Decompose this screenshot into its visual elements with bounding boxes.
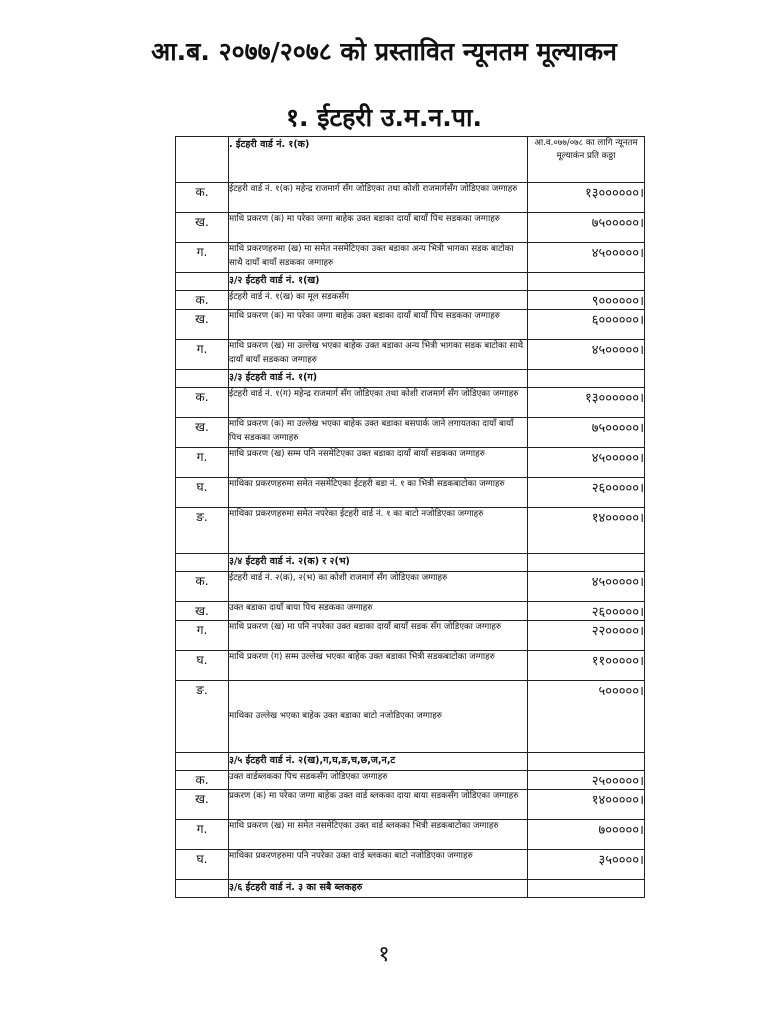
- item-description: माथि प्रकरण (ख) मा उल्लेख भएका बाहेक उक्त बडाका अन्य भित्री भागका सडक बाटोका साथै दायाँ बायाँ सडकका जग्गाहरु: [229, 340, 528, 370]
- item-amount: २६०००००।: [528, 478, 645, 508]
- item-description: माथिका प्रकरणहरुमा समेत नसमेटिएका ईटहरी बडा नं. १ का भित्री सडकबाटोका जग्गाहरु: [229, 478, 528, 508]
- section-heading: ३/६ ईटहरी वार्ड नं. ३ का सबै ब्लकहरु: [229, 880, 528, 898]
- item-code: ङ.: [176, 508, 229, 554]
- table-row: [176, 213, 645, 243]
- table-row: [176, 418, 645, 448]
- item-amount: १४०००००।: [528, 508, 645, 554]
- item-amount: ११०००००।: [528, 651, 645, 681]
- item-description: माथिका प्रकरणहरुमा समेत नपरेका ईटहरी वार्ड नं. १ का बाटो नजोडिएका जग्गाहरु: [229, 508, 528, 554]
- item-description: माथि प्रकरणहरुमा (ख) मा समेत नसमेटिएका उक्त बडाका अन्य भित्री भागका सडक बाटोका साथै दायाँ बायाँ सडकका जग्गाहरु: [229, 243, 528, 273]
- table-row: [176, 310, 645, 340]
- table-row: [176, 478, 645, 508]
- section-code-cell: [176, 273, 229, 291]
- item-code: ग.: [176, 448, 229, 478]
- item-description: माथि प्रकरण (क) मा परेका जग्गा बाहेक उक्त बडाका दायाँ बायाँ पिच सडकका जग्गाहरु: [229, 213, 528, 243]
- item-code: ग.: [176, 340, 229, 370]
- item-amount: ९००००००।: [528, 291, 645, 310]
- table-row: [176, 291, 645, 310]
- item-amount: ४५०००००।: [528, 340, 645, 370]
- item-code: क.: [176, 572, 229, 602]
- section-code-cell: [176, 880, 229, 898]
- table-row: [176, 850, 645, 880]
- table-row: [176, 651, 645, 681]
- item-description: माथिका प्रकरणहरुमा पनि नपरेका उक्त वार्ड ब्लकका बाटो नजोडिएका जग्गाहरु: [229, 850, 528, 880]
- item-code: ख.: [176, 790, 229, 820]
- section-code-cell: [176, 753, 229, 771]
- item-description: प्रकरण (क) मा परेका जग्गा बाहेक उक्त वार्ड ब्लकका दाया बाया सडकसँग जोडिएका जग्गाहरु: [229, 790, 528, 820]
- item-description: माथि प्रकरण (ख) सम्म पनि नसमेटिएका उक्त बडाका दायाँ बायाँ सडकका जग्गाहरु: [229, 448, 528, 478]
- item-code: घ.: [176, 478, 229, 508]
- valuation-table-body: [176, 137, 645, 898]
- table-row: [176, 388, 645, 418]
- item-amount: ३५००००।: [528, 850, 645, 880]
- section-row: [176, 273, 645, 291]
- item-description: ईटहरी वार्ड नं. १(ख) का मूल सडकसँग: [229, 291, 528, 310]
- section-row: [176, 880, 645, 898]
- section-value-cell: [528, 370, 645, 388]
- section-heading: ३/५ ईटहरी वार्ड नं. २(ख),ग,घ,ङ,च,छ,ज,न,ट: [229, 753, 528, 771]
- section-value-cell: [528, 554, 645, 572]
- item-code: क.: [176, 771, 229, 790]
- item-amount: १३००००००।: [528, 183, 645, 213]
- item-description: माथि प्रकरण (ख) मा पनि नपरेका उक्त बडाका दायाँ बायाँ सडक सँग जोडिएका जग्गाहरु: [229, 621, 528, 651]
- item-description: ईटहरी वार्ड नं. १(ग) महेन्द्र राजमार्ग सँग जोडिएका तथा कोशी राजमार्ग सँग जोडिएका जग्गाहरु: [229, 388, 528, 418]
- item-description: उक्त वार्डब्लकका पिच सडकसँग जोडिएका जग्गाहरु: [229, 771, 528, 790]
- item-description: उक्त बडाका दायाँ बाया पिच सडकका जग्गाहरु: [229, 602, 528, 621]
- item-amount: ६००००००।: [528, 310, 645, 340]
- item-amount: ७०००००।: [528, 820, 645, 850]
- section-code-cell: [176, 554, 229, 572]
- table-row: [176, 508, 645, 554]
- item-code: क.: [176, 291, 229, 310]
- item-code: ख.: [176, 602, 229, 621]
- table-row: [176, 448, 645, 478]
- item-amount: ७५०००००।: [528, 418, 645, 448]
- table-row: [176, 820, 645, 850]
- table-row: [176, 183, 645, 213]
- item-code: ग.: [176, 820, 229, 850]
- item-amount: ४५०००००।: [528, 448, 645, 478]
- header-code-cell: [176, 137, 229, 183]
- item-amount: ७५०००००।: [528, 213, 645, 243]
- item-description: माथि प्रकरण (क) मा परेका जग्गा बाहेक उक्त बडाका दायाँ बायाँ पिच सडकका जग्गाहरु: [229, 310, 528, 340]
- item-code: क.: [176, 183, 229, 213]
- item-code: ग.: [176, 621, 229, 651]
- table-row: [176, 790, 645, 820]
- section-value-cell: [528, 273, 645, 291]
- item-code: क.: [176, 388, 229, 418]
- item-description: माथिका उल्लेख भएका बाहेक उक्त बडाका बाटो नजोडिएका जग्गाहरु: [229, 681, 528, 753]
- section-value-cell: [528, 753, 645, 771]
- page-subtitle: १. ईटहरी उ.म.न.पा.: [286, 103, 482, 132]
- item-amount: २२०००००।: [528, 621, 645, 651]
- header-value-label: आ.व.०७७/०७८ का लागि न्यूनतम मूल्याकंन प्रति कठ्ठा: [528, 137, 645, 183]
- table-row: [176, 340, 645, 370]
- item-code: ख.: [176, 310, 229, 340]
- table-row: [176, 771, 645, 790]
- table-row: [176, 621, 645, 651]
- item-description: ईटहरी वार्ड नं. १(क) महेन्द्र राजमार्ग सँग जोडिएका तथा कोशी राजमार्गसँग जोडिएका जग्गाहरु: [229, 183, 528, 213]
- table-row: [176, 572, 645, 602]
- section-row: [176, 370, 645, 388]
- page-title: आ.ब. २०७७/२०७८ को प्रस्तावित न्यूनतम मूल्याकन: [151, 37, 617, 66]
- item-amount: ४५०००००।: [528, 243, 645, 273]
- item-amount: ४५०००००।: [528, 572, 645, 602]
- item-amount: २५०००००।: [528, 771, 645, 790]
- item-amount: १४०००००।: [528, 790, 645, 820]
- section-heading: ३/४ ईटहरी वार्ड नं. २(क) र २(भ): [229, 554, 528, 572]
- section-code-cell: [176, 370, 229, 388]
- item-amount: ५०००००।: [528, 681, 645, 753]
- item-code: ङ.: [176, 681, 229, 753]
- page-number: १: [378, 942, 390, 967]
- item-description: माथि प्रकरण (ख) मा समेत नसमेटिएका उक्त वार्ड ब्लकका भित्री सडकबाटोका जग्गाहरु: [229, 820, 528, 850]
- section-heading: ३/३ ईटहरी वार्ड नं. १(ग): [229, 370, 528, 388]
- item-description: ईटहरी वार्ड नं. २(क), २(भ) का कोशी राजमार्ग सँग जोडिएका जग्गाहरु: [229, 572, 528, 602]
- section-value-cell: [528, 880, 645, 898]
- table-row: [176, 243, 645, 273]
- table-header-row: [176, 137, 645, 183]
- item-code: ख.: [176, 418, 229, 448]
- item-code: ख.: [176, 213, 229, 243]
- item-code: घ.: [176, 850, 229, 880]
- valuation-table: [175, 136, 645, 898]
- item-code: ग.: [176, 243, 229, 273]
- item-code: घ.: [176, 651, 229, 681]
- item-amount: १३००००००।: [528, 388, 645, 418]
- header-ward-label: . ईटहरी वार्ड नं. १(क): [229, 137, 528, 183]
- section-heading: ३/२ ईटहरी वार्ड नं. १(ख): [229, 273, 528, 291]
- item-description: माथि प्रकरण (ग) सम्म उल्लेख भएका बाहेक उक्त बडाका भित्री सडकबाटोका जग्गाहरु: [229, 651, 528, 681]
- table-row: [176, 602, 645, 621]
- item-description: माथि प्रकरण (क) मा उल्लेख भएका बाहेक उक्त बडाका बसपार्क जाने लगायतका दायाँ बायाँ पिच सडकका जग्गाहरु: [229, 418, 528, 448]
- section-row: [176, 554, 645, 572]
- table-row: [176, 681, 645, 753]
- item-amount: २६०००००।: [528, 602, 645, 621]
- section-row: [176, 753, 645, 771]
